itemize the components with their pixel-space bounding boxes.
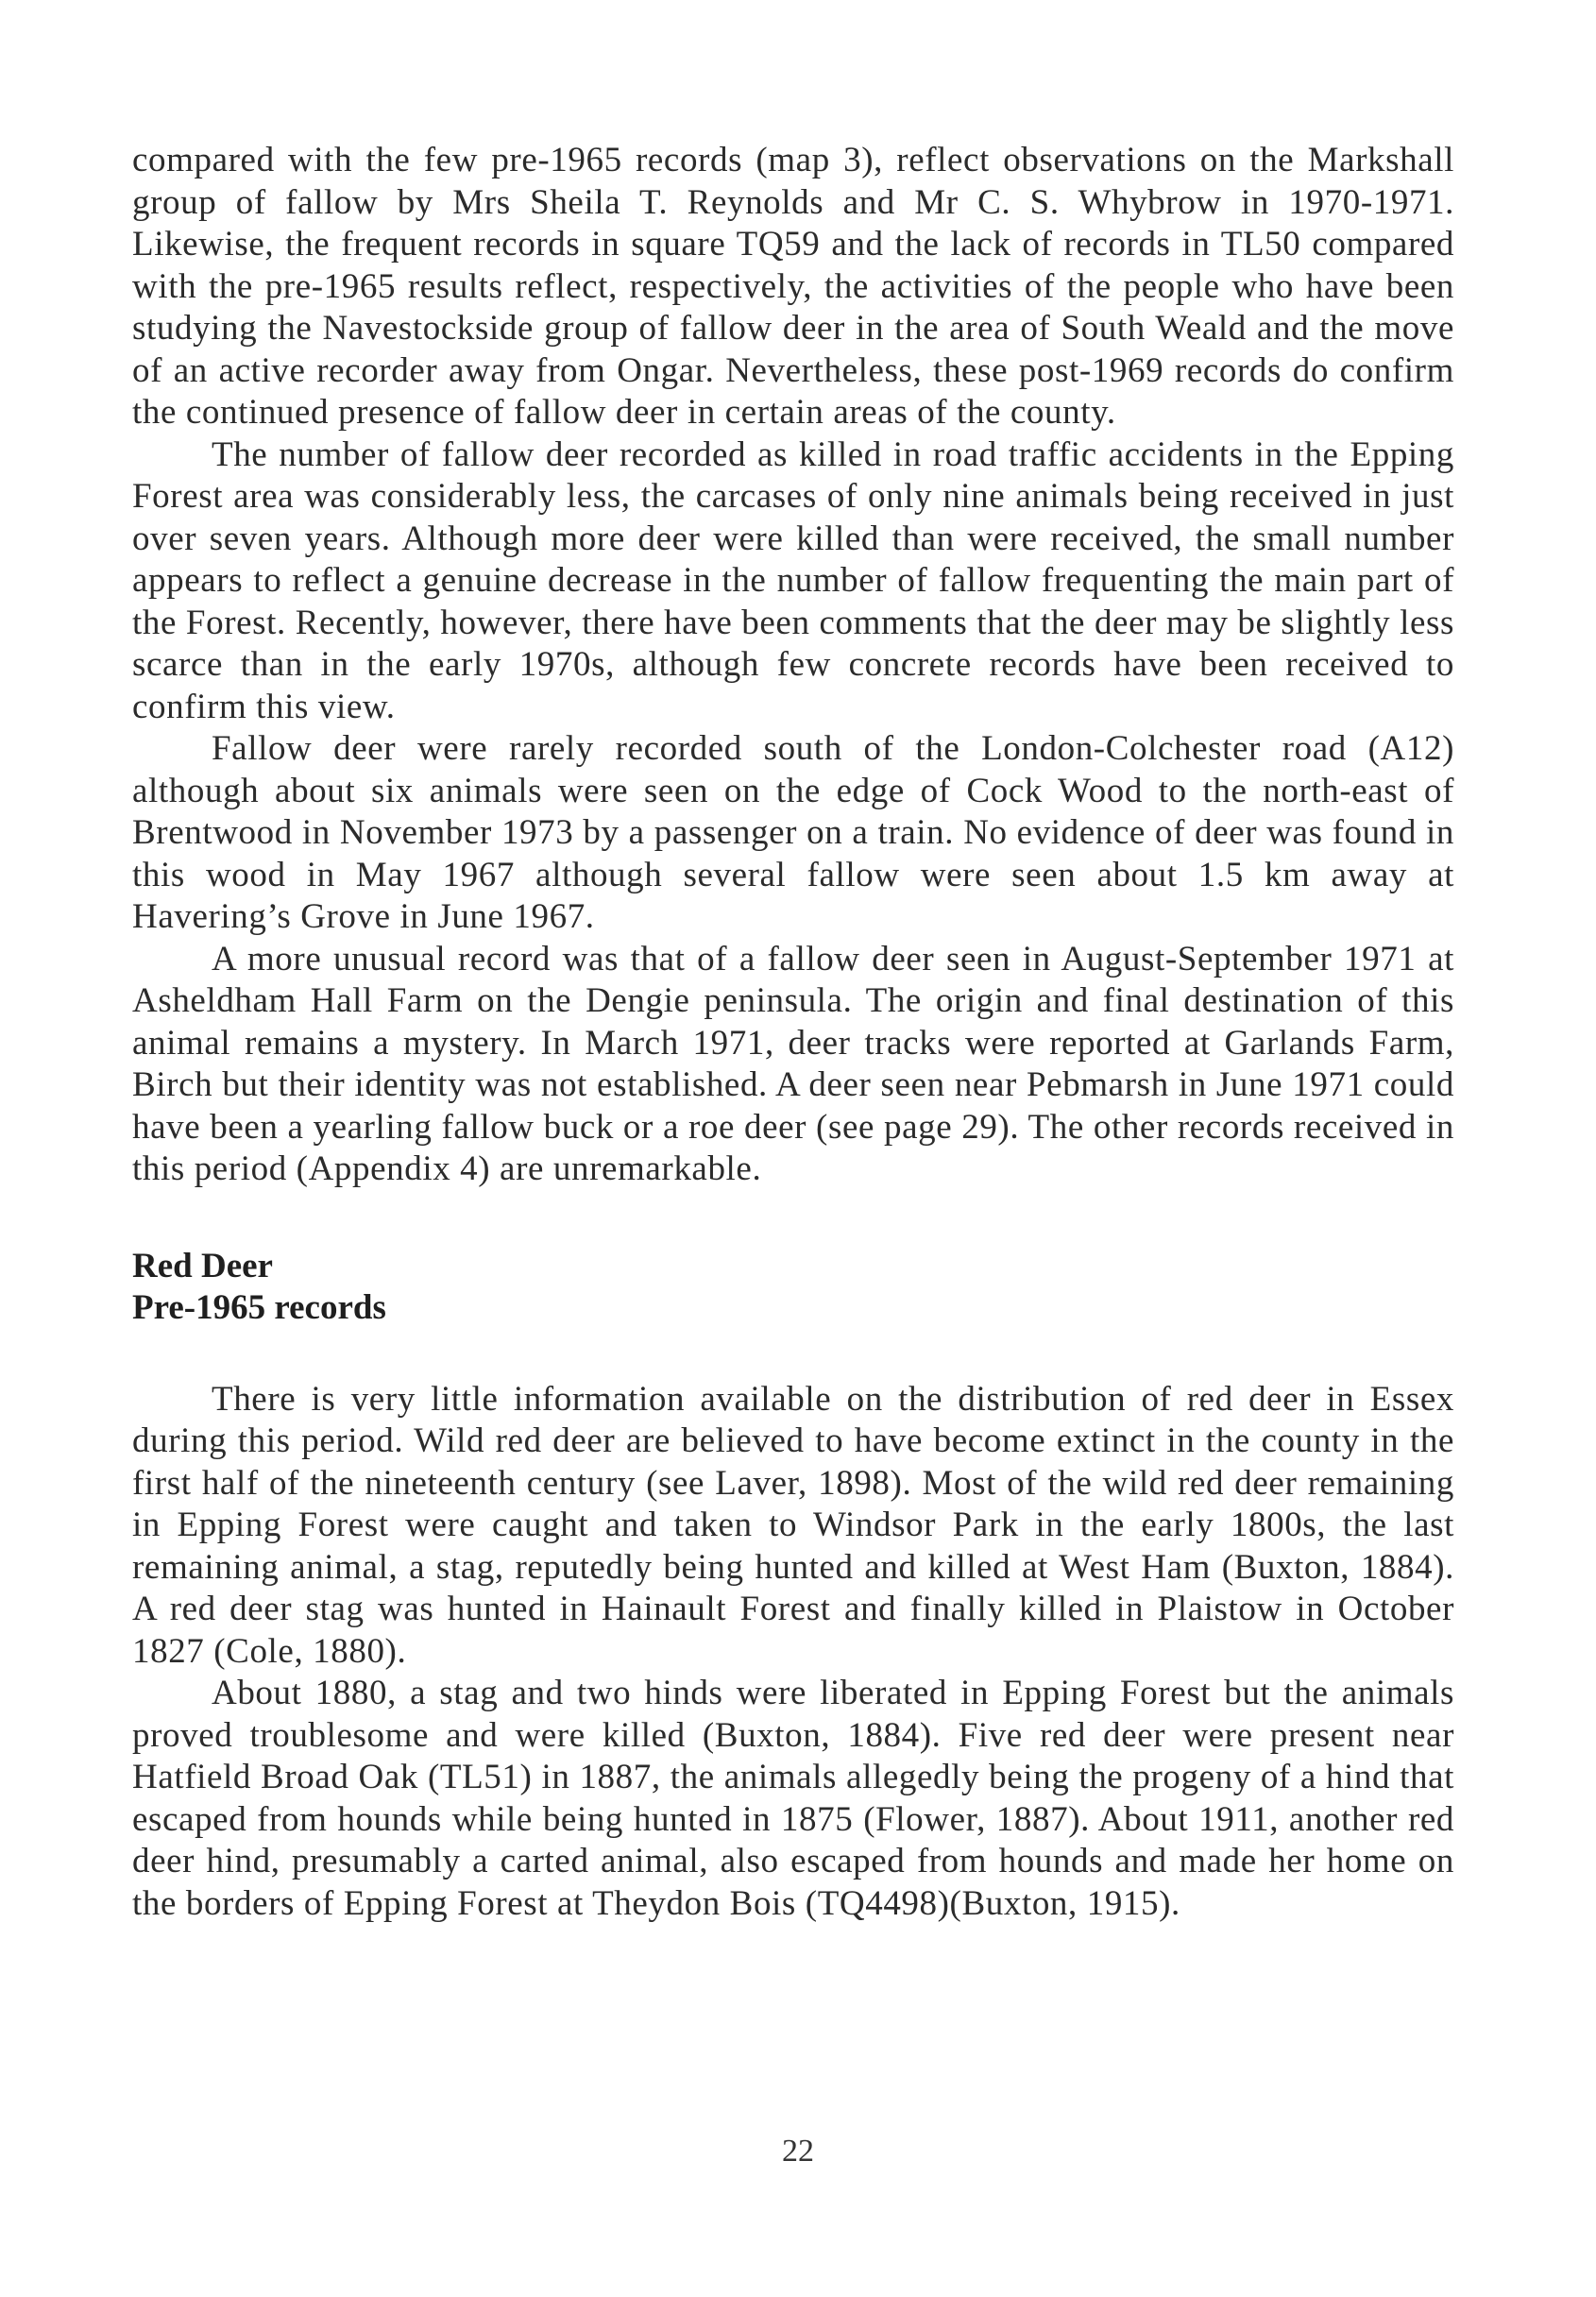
paragraph-red-deer-liberated: About 1880, a stag and two hinds were liberated in Epping Forest but the animals proved troublesome and were killed (Buxton, 1884). Five red deer were present near Hatfield Broad Oak (TL51) in 1887, the animals allegedly being the progeny of a hind that escaped from hounds while being hunted in 1875 (Flower, 1887). About 1911, another red deer hind, presumably a carted animal, also escaped from hounds and made her home on the borders of Epping Forest at Theydon Bois (TQ4498)(Buxton, 1915).	[132, 1674, 1454, 1923]
document-page	[132, 140, 1454, 1925]
subsection-heading: Pre-1965 records	[132, 1288, 386, 1327]
red-deer-heading-block	[132, 1246, 1454, 1330]
page-number: 22	[782, 2134, 814, 2169]
paragraph-colchester-road: Fallow deer were rarely recorded south of the London-Colchester road (A12) although about six animals were seen on the edge of Cock Wood to the north-east of Brentwood in November 1973 by a passenger on a train. No evidence of deer was found in this wood in May 1967 although several fallow were seen about 1.5 km away at Havering’s Grove in June 1967.	[132, 729, 1454, 936]
paragraph-fallow-records: compared with the few pre-1965 records (map 3), reflect observations on the Markshall group of fallow by Mrs Sheila T. Reynolds and Mr C. S. Whybrow in 1970-1971. Likewise, the frequent records in square TQ59 and the lack of records in TL50 compared with the pre-1965 results reflect, respectively, the activities of the people who have been studying the Navestockside group of fallow deer in the area of South Weald and the move of an active recorder away from Ongar. Nevertheless, these post-1969 records do confirm the continued presence of fallow deer in certain areas of the county.	[132, 141, 1454, 432]
paragraph-red-deer-distribution: There is very little information available on the distribution of red deer in Essex during this period. Wild red deer are believed to have become extinct in the county in the first half of the nineteenth century (see Laver, 1898). Most of the wild red deer remaining in Epping Forest were caught and taken to Windsor Park in the early 1800s, the last remaining animal, a stag, reputedly being hunted and killed at West Ham (Buxton, 1884). A red deer stag was hunted in Hainault Forest and finally killed in Plaistow in October 1827 (Cole, 1880).	[132, 1379, 1454, 1671]
paragraph-unusual-record: A more unusual record was that of a fallow deer seen in August-September 1971 at Asheldham Hall Farm on the Dengie peninsula. The origin and final destination of this animal remains a mystery. In March 1971, deer tracks were reported at Garlands Farm, Birch but their identity was not established. A deer seen near Pebmarsh in June 1971 could have been a yearling fallow buck or a roe deer (see page 29). The other records received in this period (Appendix 4) are unremarkable.	[132, 939, 1454, 1188]
section-heading: Red Deer	[132, 1246, 273, 1285]
paragraph-road-traffic: The number of fallow deer recorded as killed in road traffic accidents in the Epping Forest area was considerably less, the carcases of only nine animals being received in just over seven years. Although more deer were killed than were received, the small number appears to reflect a genuine decrease in the number of fallow frequenting the main part of the Forest. Recently, however, there have been comments that the deer may be slightly less scarce than in the early 1970s, although few concrete records have been received to confirm this view.	[132, 434, 1454, 726]
